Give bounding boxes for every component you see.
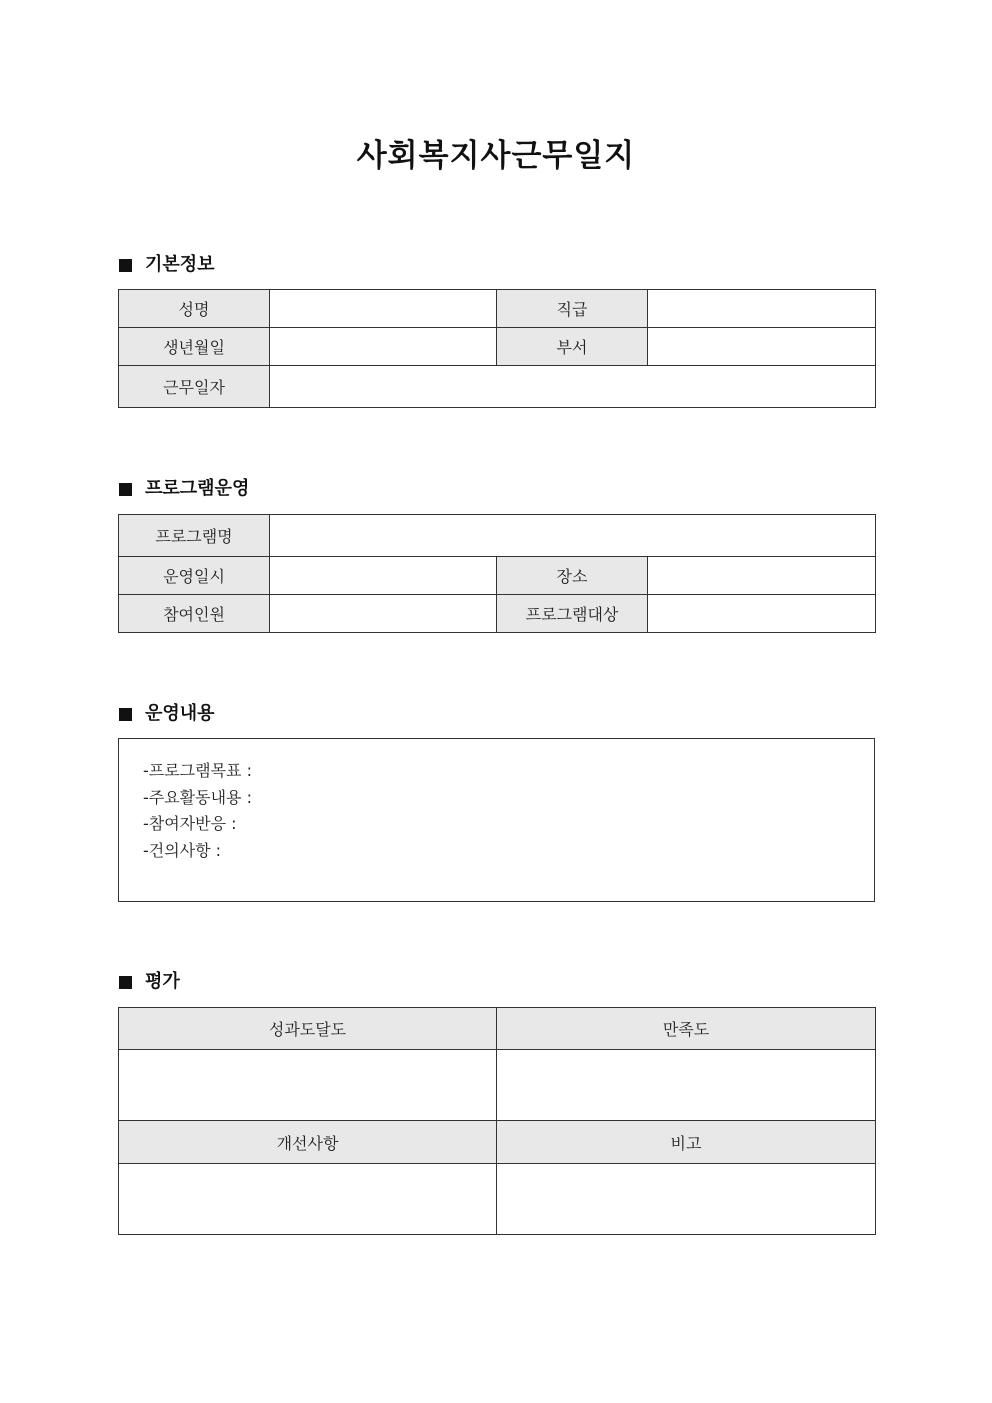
work-date-label: 근무일자: [119, 366, 270, 408]
section-heading-program: [119, 477, 249, 501]
name-field[interactable]: [270, 290, 497, 328]
section-heading-basic-info: [119, 253, 215, 277]
evaluation-table: [118, 1007, 876, 1235]
operation-content-box[interactable]: [118, 738, 875, 902]
basic-info-table: [118, 289, 876, 408]
program-name-field[interactable]: [270, 515, 876, 557]
document-title: 사회복지사근무일지: [356, 138, 636, 174]
square-bullet-icon: [119, 259, 132, 272]
program-target-field[interactable]: [648, 595, 876, 633]
position-label: 직급: [497, 290, 648, 328]
department-field[interactable]: [648, 328, 876, 366]
place-field[interactable]: [648, 557, 876, 595]
remarks-field[interactable]: [497, 1164, 876, 1235]
achievement-field[interactable]: [119, 1050, 497, 1121]
section-heading-label: 프로그램운영: [145, 478, 250, 499]
program-name-label: 프로그램명: [119, 515, 270, 557]
content-line-goal: -프로그램목표 :: [143, 761, 252, 780]
satisfaction-field[interactable]: [497, 1050, 876, 1121]
section-heading-content: [119, 702, 215, 726]
birthdate-label: 생년월일: [119, 328, 270, 366]
content-line-suggestions: -건의사항 :: [143, 841, 222, 860]
improvements-field[interactable]: [119, 1164, 497, 1235]
participants-field[interactable]: [270, 595, 497, 633]
square-bullet-icon: [119, 708, 132, 721]
content-line-reactions: -참여자반응 :: [143, 814, 237, 833]
achievement-label: 성과도달도: [119, 1008, 497, 1050]
improvements-label: 개선사항: [119, 1121, 497, 1164]
square-bullet-icon: [119, 976, 132, 989]
work-date-field[interactable]: [270, 366, 876, 408]
operation-datetime-label: 운영일시: [119, 557, 270, 595]
section-heading-label: 운영내용: [145, 703, 215, 724]
program-target-label: 프로그램대상: [497, 595, 648, 633]
square-bullet-icon: [119, 483, 132, 496]
name-label: 성명: [119, 290, 270, 328]
position-field[interactable]: [648, 290, 876, 328]
section-heading-evaluation: [119, 970, 180, 994]
operation-datetime-field[interactable]: [270, 557, 497, 595]
section-heading-label: 기본정보: [145, 254, 215, 275]
remarks-label: 비고: [497, 1121, 876, 1164]
department-label: 부서: [497, 328, 648, 366]
participants-label: 참여인원: [119, 595, 270, 633]
birthdate-field[interactable]: [270, 328, 497, 366]
content-line-activities: -주요활동내용 :: [143, 788, 252, 807]
program-table: [118, 514, 876, 633]
satisfaction-label: 만족도: [497, 1008, 876, 1050]
section-heading-label: 평가: [145, 971, 180, 992]
place-label: 장소: [497, 557, 648, 595]
